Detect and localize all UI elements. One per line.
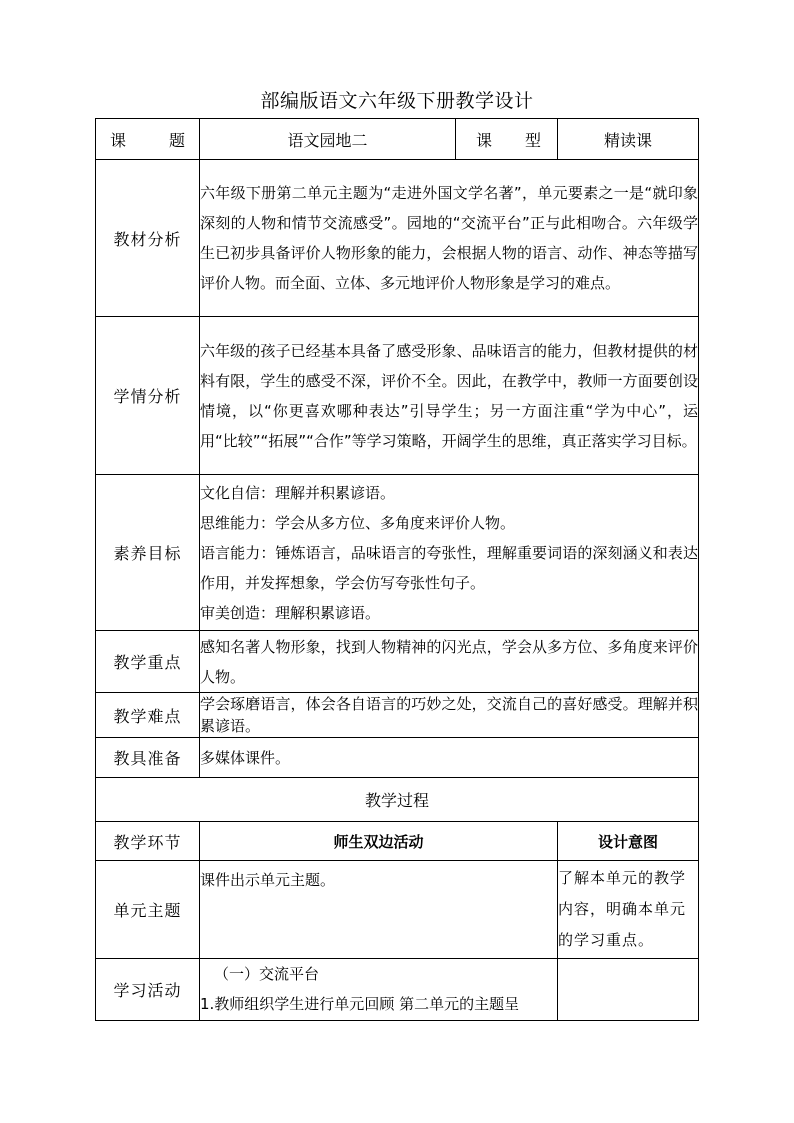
unit-theme-row bbox=[96, 861, 699, 959]
document-title: 部编版语文六年级下册教学设计 bbox=[260, 90, 534, 112]
student-analysis-row bbox=[96, 317, 699, 475]
difficulties-label: 教学难点 bbox=[96, 693, 200, 738]
student-analysis-label: 学情分析 bbox=[96, 317, 200, 475]
learning-activity-stage: 学习活动 bbox=[96, 959, 200, 1021]
process-columns-row bbox=[96, 822, 699, 861]
goal-language: 语言能力：锤炼语言，品味语言的夸张性，理解重要词语的深刻涵义和表达作用，并发挥想象，学会仿写夸张性句子。 bbox=[200, 543, 698, 592]
learning-activity-row bbox=[96, 959, 699, 1021]
learning-activity-intent bbox=[558, 959, 699, 1021]
unit-theme-activity: 课件出示单元主题。 bbox=[200, 861, 558, 959]
literacy-goals-label: 素养目标 bbox=[96, 475, 200, 631]
type-label-cell bbox=[456, 119, 558, 160]
material-analysis-label: 教材分析 bbox=[96, 160, 200, 317]
exchange-platform-heading: （一）交流平台 bbox=[214, 965, 320, 983]
key-points-text: 感知名著人物形象，找到人物精神的闪光点，学会从多方位、多角度来评价人物。 bbox=[200, 631, 699, 693]
goal-aesthetic: 审美创造：理解积累谚语。 bbox=[200, 603, 381, 622]
key-points-row bbox=[96, 631, 699, 693]
goal-thinking: 思维能力：学会从多方位、多角度来评价人物。 bbox=[200, 513, 516, 532]
unit-theme-intent: 了解本单元的教学内容，明确本单元的学习重点。 bbox=[558, 861, 699, 959]
topic-label-cell bbox=[96, 119, 200, 160]
lesson-plan-table bbox=[95, 118, 699, 1021]
material-analysis-text: 六年级下册第二单元主题为“走进外国文学名著”，单元要素之一是“就印象深刻的人物和情节交流感受”。园地的“交流平台”正与此相吻合。六年级学生已初步具备评价人物形象的能力，会根据人物的语言、动作、神态等描写评价人物。而全面、立体、多元地评价人物形象是学习的难点。 bbox=[200, 160, 699, 317]
tools-text: 多媒体课件。 bbox=[200, 738, 699, 778]
process-heading: 教学过程 bbox=[96, 778, 699, 822]
tools-row bbox=[96, 738, 699, 778]
difficulties-text: 学会琢磨语言，体会各自语言的巧妙之处，交流自己的喜好感受。理解并积累谚语。 bbox=[200, 693, 699, 738]
col-intent-header: 设计意图 bbox=[558, 822, 699, 861]
col-stage-header: 教学环节 bbox=[96, 822, 200, 861]
unit-theme-stage: 单元主题 bbox=[96, 861, 200, 959]
difficulties-row bbox=[96, 693, 699, 738]
material-analysis-row bbox=[96, 160, 699, 317]
literacy-goals-list bbox=[200, 475, 699, 631]
goal-culture: 文化自信：理解并积累谚语。 bbox=[200, 483, 396, 502]
literacy-goals-row bbox=[96, 475, 699, 631]
learning-activity-content bbox=[200, 959, 558, 1021]
topic-label-char-2: 题 bbox=[168, 130, 185, 150]
col-activity-header: 师生双边活动 bbox=[200, 822, 558, 861]
type-label-char-2: 型 bbox=[524, 130, 541, 150]
topic-value: 语文园地二 bbox=[200, 119, 456, 160]
header-row bbox=[96, 119, 699, 160]
exchange-platform-step-1: 1.教师组织学生进行单元回顾 第二单元的主题呈 bbox=[200, 995, 520, 1013]
type-label-char-1: 课 bbox=[476, 130, 493, 150]
type-value: 精读课 bbox=[558, 119, 699, 160]
tools-label: 教具准备 bbox=[96, 738, 200, 778]
key-points-label: 教学重点 bbox=[96, 631, 200, 693]
process-heading-row bbox=[96, 778, 699, 822]
student-analysis-text: 六年级的孩子已经基本具备了感受形象、品味语言的能力，但教材提供的材料有限，学生的感受不深，评价不全。因此，在教学中，教师一方面要创设情境，以“你更喜欢哪种表达”引导学生；另一方面注重“学为中心”，运用“比较”“拓展”“合作”等学习策略，开阔学生的思维，真正落实学习目标。 bbox=[200, 317, 699, 475]
topic-label-char-1: 课 bbox=[110, 130, 127, 150]
